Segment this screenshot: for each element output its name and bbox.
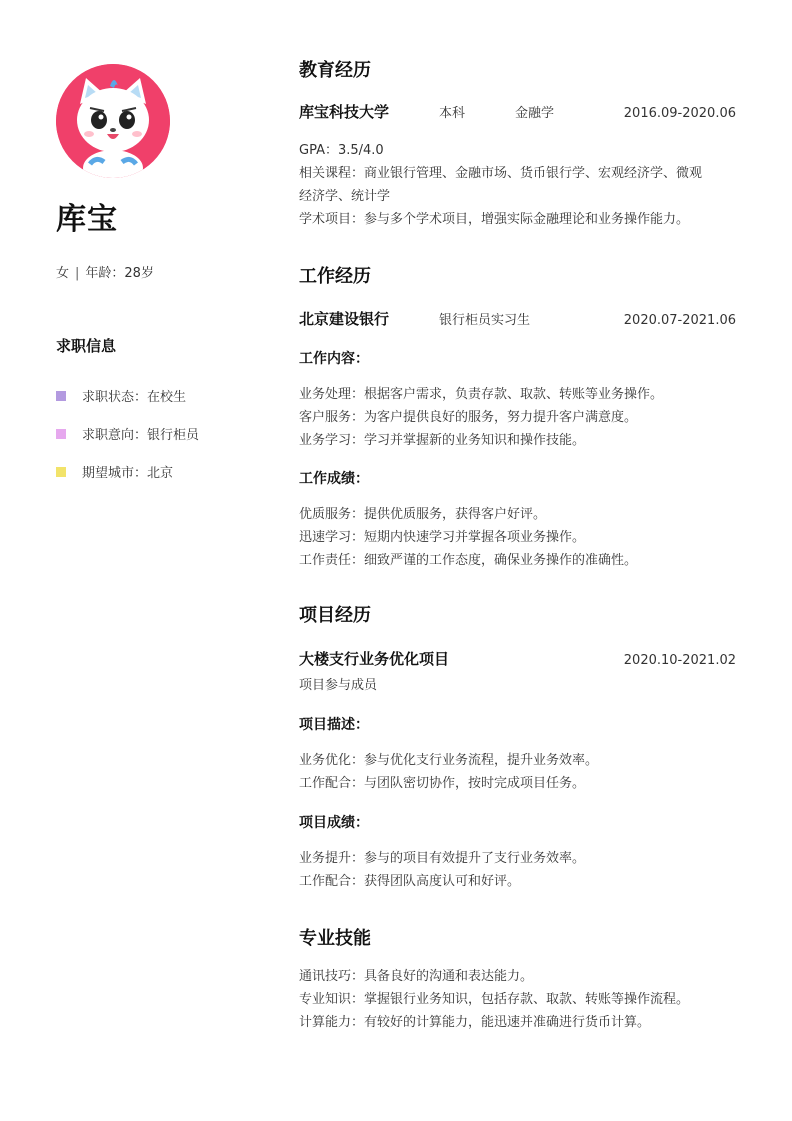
job-intent-item [56, 462, 173, 481]
degree: 本科 [439, 106, 466, 121]
candidate-name: 库宝 [56, 202, 118, 237]
gender: 女 [56, 266, 70, 281]
project-result-line: 工作配合：获得团队高度认可和好评。 [299, 874, 521, 889]
work-content-heading: 工作内容： [299, 351, 369, 367]
job-intent-item [56, 386, 186, 405]
job-intent-heading: 求职信息 [56, 337, 117, 355]
avatar [56, 64, 170, 178]
work-content [299, 383, 736, 452]
work-header [299, 308, 736, 329]
project-desc-line: 业务优化：参与优化支行业务流程，提升业务效率。 [299, 753, 599, 768]
project-result-line: 业务提升：参与的项目有效提升了支行业务效率。 [299, 851, 586, 866]
project-header [299, 648, 736, 669]
project-date: 2020.10-2021.02 [623, 653, 736, 668]
project-desc-heading: 项目描述： [299, 717, 369, 733]
academic-projects: 学术项目：参与多个学术项目，增强实际金融理论和业务操作能力。 [299, 212, 690, 227]
position: 银行柜员实习生 [439, 313, 531, 328]
work-date: 2020.07-2021.06 [623, 313, 736, 328]
company-name: 北京建设银行 [299, 310, 390, 328]
work-results [299, 503, 736, 572]
work-result-line: 工作责任：细致严谨的工作态度，确保业务操作的准确性。 [299, 553, 638, 568]
project-results [299, 847, 736, 893]
courses: 相关课程：商业银行管理、金融市场、货币银行学、宏观经济学、微观 [299, 166, 703, 181]
work-content-line: 业务处理：根据客户需求，负责存款、取款、转账等业务操作。 [299, 387, 664, 402]
project-name: 大楼支行业务优化项目 [299, 650, 450, 668]
skill-line: 计算能力：有较好的计算能力，能迅速并准确进行货币计算。 [299, 1015, 651, 1030]
education-title: 教育经历 [299, 60, 371, 81]
work-result-line: 优质服务：提供优质服务，获得客户好评。 [299, 507, 547, 522]
work-result-line: 迅速学习：短期内快速学习并掌握各项业务操作。 [299, 530, 586, 545]
cat-mascot-icon [56, 64, 170, 178]
gpa: GPA：3.5/4.0 [299, 143, 384, 158]
education-date: 2016.09-2020.06 [623, 106, 736, 121]
project-results-heading: 项目成绩： [299, 815, 369, 831]
basic-info [56, 262, 154, 281]
major: 金融学 [515, 106, 555, 121]
yellow-square-icon [56, 467, 66, 477]
skills-title: 专业技能 [299, 928, 371, 949]
work-title: 工作经历 [299, 266, 371, 287]
project-title: 项目经历 [299, 605, 371, 626]
job-status: 求职状态：在校生 [82, 390, 187, 405]
project-role: 项目参与成员 [299, 678, 378, 693]
courses-cont: 经济学、统计学 [299, 189, 391, 204]
job-intent-item [56, 424, 199, 443]
education-details [299, 139, 736, 231]
job-city: 期望城市：北京 [82, 466, 174, 481]
school-name: 库宝科技大学 [299, 103, 390, 121]
job-target: 求职意向：银行柜员 [82, 428, 200, 443]
work-content-line: 业务学习：学习并掌握新的业务知识和操作技能。 [299, 433, 586, 448]
education-header [299, 101, 736, 122]
work-results-heading: 工作成绩： [299, 471, 369, 487]
work-content-line: 客户服务：为客户提供良好的服务，努力提升客户满意度。 [299, 410, 638, 425]
age: 年龄：28岁 [85, 266, 154, 281]
pink-square-icon [56, 429, 66, 439]
project-desc-line: 工作配合：与团队密切协作，按时完成项目任务。 [299, 776, 586, 791]
skills-list [299, 965, 736, 1034]
purple-square-icon [56, 391, 66, 401]
skill-line: 专业知识：掌握银行业务知识，包括存款、取款、转账等操作流程。 [299, 992, 690, 1007]
skill-line: 通讯技巧：具备良好的沟通和表达能力。 [299, 969, 534, 984]
info-separator: | [75, 266, 80, 281]
project-desc [299, 749, 736, 795]
